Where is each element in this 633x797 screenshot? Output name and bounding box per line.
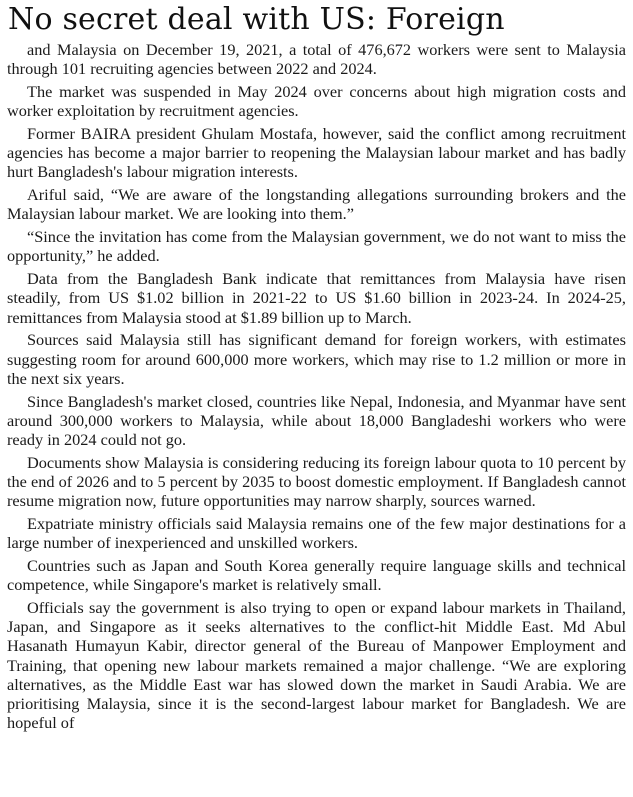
paragraph: Sources said Malaysia still has significant demand for foreign workers, with estimates suggesting room for around 600,000 more workers, which may rise to 1.2 million or more in the next six years. [7,330,626,388]
paragraph: Officials say the government is also trying to open or expand labour markets in Thailand, Japan, and Singapore as it seeks alternatives to the conflict-hit Middle East. Md Abul Hasanath Humayun Kabir, director general of the Bureau of Manpower Employment and Training, that opening new labour markets remained a major challenge. “We are exploring alternatives, as the Middle East war has slowed down the market in Saudi Arabia. We are prioritising Malaysia, since it is the second-largest labour market for Bangladesh. We are hopeful of [7,598,626,733]
paragraph: Countries such as Japan and South Korea generally require language skills and technical competence, while Singapore's market is relatively small. [7,556,626,595]
paragraph: “Since the invitation has come from the Malaysian government, we do not want to miss the opportunity,” he added. [7,227,626,266]
paragraph: Former BAIRA president Ghulam Mostafa, however, said the conflict among recruitment agencies has become a major barrier to reopening the Malaysian labour market and has badly hurt Bangladesh's labour migration interests. [7,124,626,182]
headline: No secret deal with US: Foreign [8,2,505,37]
paragraph: and Malaysia on December 19, 2021, a total of 476,672 workers were sent to Malaysia through 101 recruiting agencies between 2022 and 2024. [7,40,626,79]
paragraph: Since Bangladesh's market closed, countries like Nepal, Indonesia, and Myanmar have sent around 300,000 workers to Malaysia, while about 18,000 Bangladeshi workers who were ready in 2024 could not go. [7,391,626,450]
paragraph: Documents show Malaysia is considering reducing its foreign labour quota to 10 percent by the end of 2026 and to 5 percent by 2035 to boost domestic employment. If Bangladesh cannot resume migration now, future opportunities may narrow sharply, sources warned. [7,452,626,511]
article-body [7,40,626,736]
paragraph: Ariful said, “We are aware of the longstanding allegations surrounding brokers and the Malaysian labour market. We are looking into them.” [7,185,626,224]
paragraph: The market was suspended in May 2024 over concerns about high migration costs and worker exploitation by recruitment agencies. [7,82,626,121]
paragraph: Data from the Bangladesh Bank indicate that remittances from Malaysia have risen steadily, from US $1.02 billion in 2021-22 to US $1.60 billion in 2023-24. In 2024-25, remittances from Malaysia stood at $1.89 billion up to March. [7,269,626,327]
paragraph: Expatriate ministry officials said Malaysia remains one of the few major destinations for a large number of inexperienced and unskilled workers. [7,514,626,553]
